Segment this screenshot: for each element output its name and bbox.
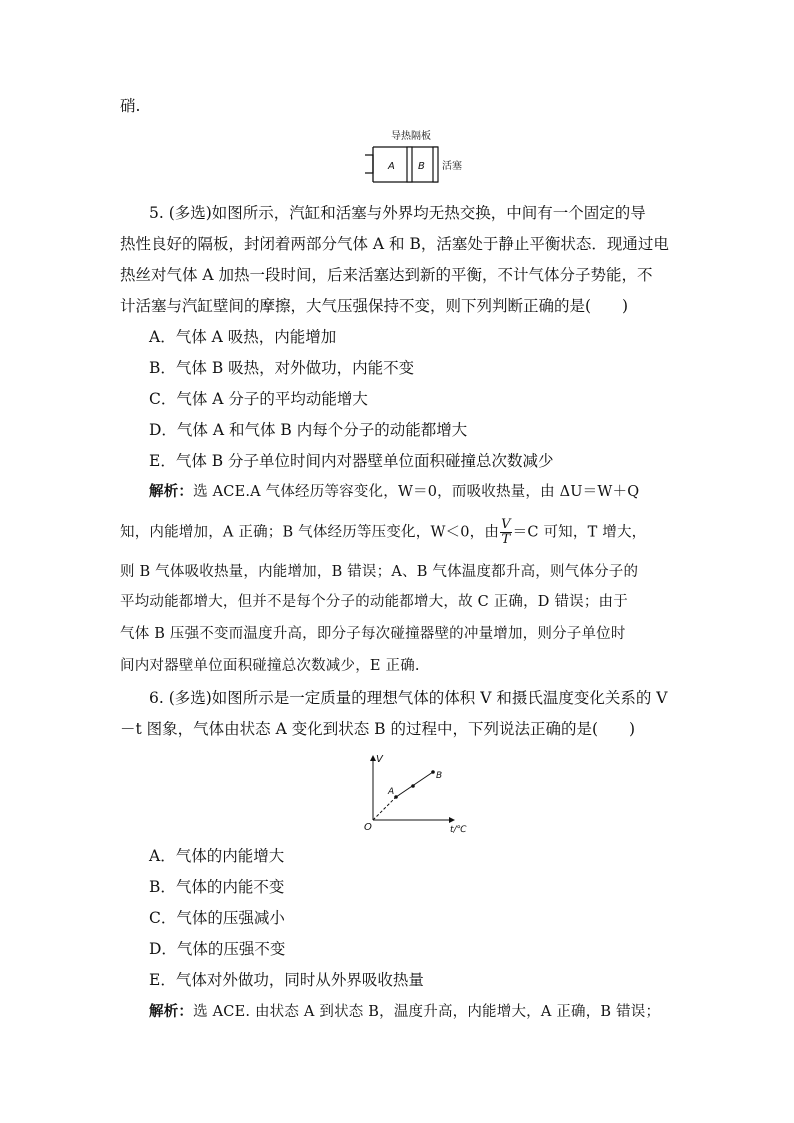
analysis-label: 解析： — [149, 484, 194, 500]
q5-analysis-line-4: 平均动能都增大，但并不是每个分子的动能都增大，故 C 正确，D 错误；由于 — [120, 594, 628, 610]
q6-line-2: －t 图象，气体由状态 A 变化到状态 B 的过程中，下列说法正确的是( ) — [120, 720, 636, 738]
q5-line-2: 热性良好的隔板，封闭着两部分气体 A 和 B，活塞处于静止平衡状态．现通过电 — [120, 235, 669, 253]
q6-option-a: A．气体的内能增大 — [149, 847, 285, 865]
point-a-label: A — [388, 787, 395, 797]
q5-option-b: B．气体 B 吸热，对外做功，内能不变 — [149, 359, 415, 377]
origin-label: O — [364, 822, 372, 833]
q5-line-1: 5. (多选)如图所示，汽缸和活塞与外界均无热交换，中间有一个固定的导 — [149, 204, 646, 222]
q6-option-d: D．气体的压强不变 — [149, 940, 286, 958]
q6-line-1: 6. (多选)如图所示是一定质量的理想气体的体积 V 和摄氏温度变化关系的 V — [149, 689, 668, 707]
q5-option-c: C．气体 A 分子的平均动能增大 — [149, 390, 368, 408]
q6-option-e: E．气体对外做功，同时从外界吸收热量 — [149, 971, 424, 989]
q5-option-e: E．气体 B 分子单位时间内对器壁单位面积碰撞总次数减少 — [149, 452, 554, 470]
q5-option-a: A．气体 A 吸热，内能增加 — [149, 328, 337, 346]
piston — [433, 147, 438, 182]
q5-line-3: 热丝对气体 A 加热一段时间，后来活塞达到新的平衡，不计气体分子势能，不 — [120, 266, 653, 284]
x-axis-label: t/℃ — [450, 825, 467, 835]
y-axis-label: V — [376, 754, 383, 765]
v-t-graph — [360, 752, 475, 837]
q6-option-c: C．气体的压强减小 — [149, 909, 285, 927]
piston-label: 活塞 — [442, 161, 462, 172]
q5-analysis-line-1: 解析：选 ACE.A 气体经历等容变化，W＝0，而吸收热量，由 ΔU＝W＋Q — [149, 484, 640, 500]
q5-analysis-line-5: 气体 B 压强不变而温度升高，即分子每次碰撞器壁的冲量增加，则分子单位时 — [120, 626, 626, 642]
point-b-label: B — [436, 771, 443, 781]
gas-a-label: A — [388, 161, 395, 172]
point-b — [431, 770, 435, 774]
cylinder-figure — [355, 125, 485, 191]
point-a — [394, 795, 398, 799]
top-fragment: 硝. — [120, 97, 141, 115]
dashed-extension — [373, 797, 396, 820]
q6-analysis-line-1: 解析：选 ACE. 由状态 A 到状态 B，温度升高，内能增大，A 正确，B 错误； — [149, 1004, 661, 1020]
point-mid — [411, 784, 415, 788]
gas-b-label: B — [418, 161, 425, 172]
partition-label: 导热隔板 — [391, 131, 431, 142]
q5-line-4: 计活塞与汽缸壁间的摩擦，大气压强保持不变，则下列判断正确的是( ) — [120, 297, 629, 315]
heater-wire — [365, 155, 373, 173]
q5-analysis-line-6: 间内对器壁单位面积碰撞总次数减少，E 正确. — [120, 658, 420, 674]
partition — [407, 147, 412, 182]
q5-option-d: D．气体 A 和气体 B 内每个分子的动能都增大 — [149, 421, 468, 439]
fraction-v-over-t: $\frac{V}{T}$ — [501, 517, 511, 547]
q5-analysis-line-2: 知，内能增加，A 正确；B 气体经历等压变化，W＜0，由 $\frac{V}{T}$ ＝C 可知，T 增大， — [120, 517, 647, 547]
q6-option-b: B．气体的内能不变 — [149, 878, 285, 896]
analysis-label: 解析： — [149, 1004, 194, 1020]
q5-analysis-line-3: 则 B 气体吸收热量，内能增加，B 错误；A、B 气体温度都升高，则气体分子的 — [120, 564, 639, 580]
process-line — [396, 772, 433, 797]
